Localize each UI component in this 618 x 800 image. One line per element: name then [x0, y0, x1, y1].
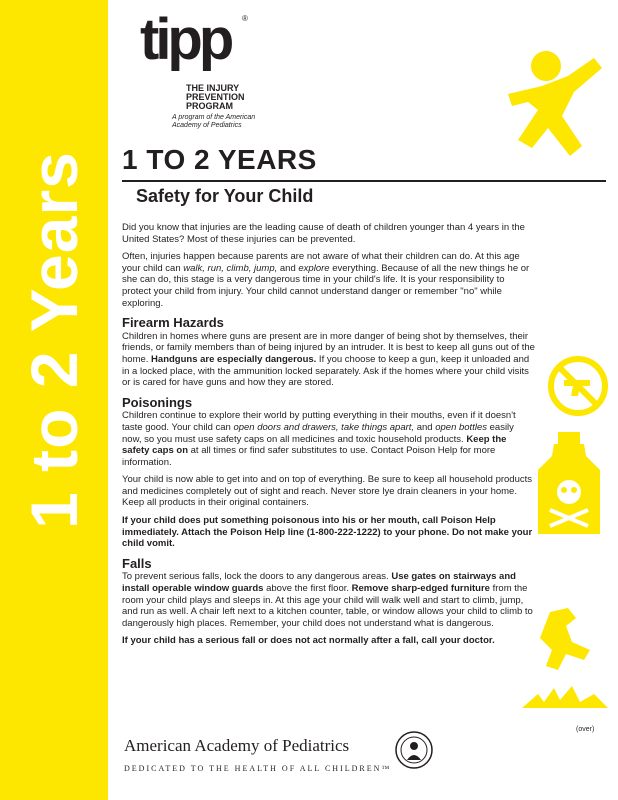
registered-mark: ® [242, 14, 248, 23]
running-child-icon [498, 40, 608, 180]
text-run: at all times or find safer substitutes to use. Contact Poison Help for more information. [122, 445, 496, 468]
text-run: and [414, 421, 436, 433]
aap-seal-icon [394, 730, 434, 770]
text-run: Children continue to explore their world by putting everything in their mouths, even if it doesn't taste good. Your child can [122, 410, 516, 433]
sidebar-title: 1 to 2 Years [17, 151, 91, 529]
text-run: Often, injuries happen because parents are not aware of what their children can do. At this age your child can [122, 251, 520, 274]
text-run: everything. Because of all the new things he or she can do, this stage is a very dangerous time in your child's life. It is your responsibility to protect your child from injury. Your child cannot understand danger or remember "no" while exploring. [122, 262, 530, 309]
falls-heading: Falls [122, 555, 152, 571]
text-run: Children in homes where guns are present are in more danger of being shot by themselves, their friends, or family members than of being injured by an intruder. It is best to keep all guns out of the home. [122, 330, 535, 365]
falls-paragraph-2 [122, 635, 536, 647]
text-bold: Use gates on stairways and install operable window guards [122, 571, 516, 595]
intro-paragraph-2 [122, 251, 536, 309]
text-run: If you choose to keep a gun, keep it unloaded and in a locked place, with the ammunition locked separately. Ask if the homes where your child visits or is cared for have guns and how they are stored. [122, 353, 530, 389]
text-bold: Keep the safety caps on [122, 433, 507, 457]
falls-paragraph-1 [122, 571, 536, 629]
poisonings-heading: Poisonings [122, 394, 193, 410]
poison-bottle-icon [528, 430, 610, 540]
aap-tagline: DEDICATED TO THE HEALTH OF ALL CHILDREN™ [124, 764, 392, 773]
firearms-paragraph [122, 331, 536, 389]
page-title: 1 TO 2 YEARS [122, 144, 317, 175]
poisonings-paragraph-2: Your child is now able to get into and on top of everything. Be sure to keep all household products and medicines completely out of sight and reach. Never store lye drain cleaners in your home. Keep all products in their original containers. [122, 474, 533, 509]
poisonings-paragraph-1 [122, 410, 536, 468]
text-emphasis: open doors and drawers, take things apart, [233, 421, 415, 433]
title-rule [122, 180, 606, 182]
text-bold: If your child does put something poisonous into his or her mouth, call Poison Help immediately. Attach the Poison Help line (1-800-222-1222) to your phone. Do not make your child vomit. [122, 515, 533, 550]
text-run: above the first floor. [263, 583, 352, 595]
text-bold: Remove sharp-edged furniture [351, 583, 490, 595]
poisonings-paragraph-3 [122, 515, 536, 550]
aap-name: American Academy of Pediatrics [124, 736, 350, 755]
yellow-sidebar [0, 0, 108, 800]
page-subtitle: Safety for Your Child [136, 186, 314, 206]
text-emphasis: open bottles [435, 421, 487, 433]
article-body [122, 222, 536, 653]
falling-child-icon [520, 604, 612, 714]
logo-wordmark: tipp [140, 7, 231, 72]
no-gun-icon [546, 354, 610, 418]
text-emphasis: walk, run, climb, jump, [183, 262, 278, 274]
logo-program-name: THE INJURY PREVENTION PROGRAM [186, 83, 245, 111]
text-bold: Handguns are especially dangerous. [151, 353, 317, 365]
text-run: easily now, so you must use safety caps on all medicines and toxic household products. [122, 421, 514, 445]
text-run: To prevent serious falls, lock the doors to any dangerous areas. [122, 571, 392, 583]
intro-paragraph-1: Did you know that injuries are the leading cause of death of children younger than 4 years in the United States? Most of these injuries can be prevented. [122, 222, 525, 245]
text-bold: If your child has a serious fall or does not act normally after a fall, call your doctor. [122, 635, 495, 647]
tipp-logo [140, 7, 248, 72]
text-run: and [277, 262, 299, 274]
text-run: from the room your child plays and sleeps in. At this age your child will walk well and start to climb, jump, and run as well. A chair left next to a kitchen counter, table, or window allows your child to climb to dangerously high places. Remember, your child does not understand what is dangerous. [122, 583, 533, 629]
over-note: (over) [576, 726, 595, 733]
logo-aap-line: A program of the American Academy of Pediatrics [172, 114, 256, 129]
firearms-heading: Firearm Hazards [122, 315, 224, 331]
text-emphasis: explore [298, 262, 330, 274]
